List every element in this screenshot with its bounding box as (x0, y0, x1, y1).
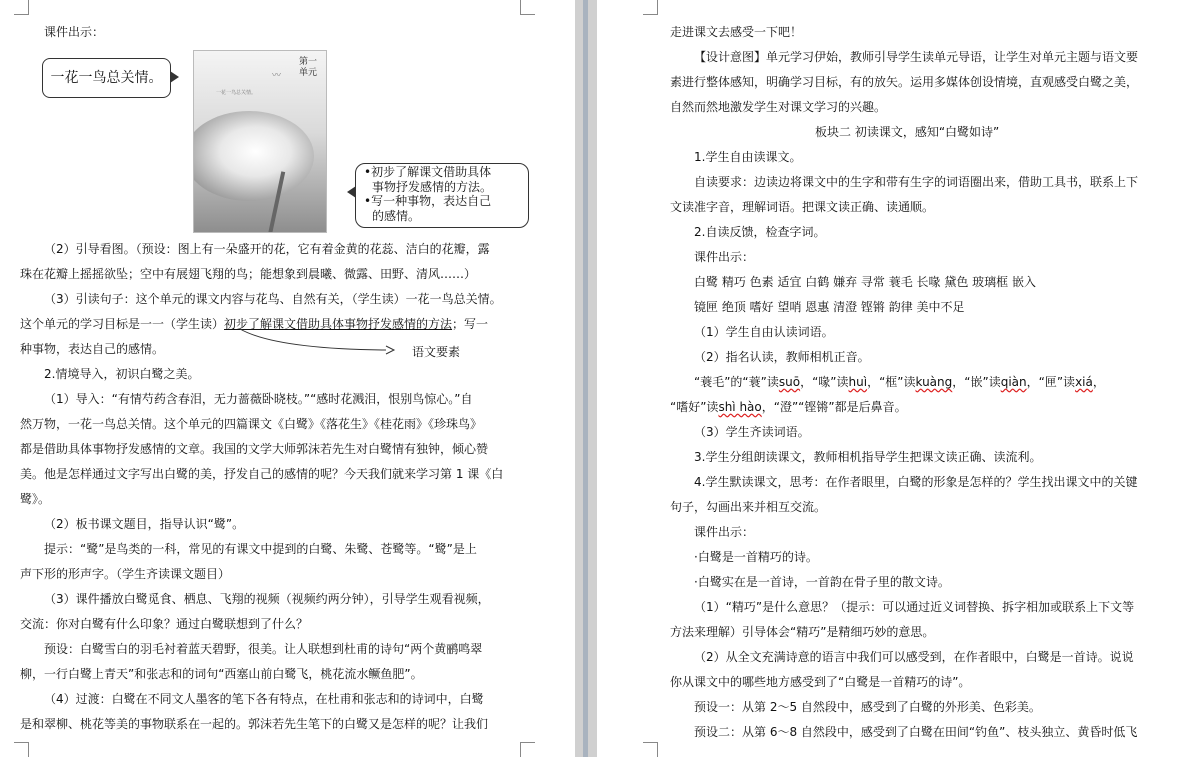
vocab-row: 白鹭 精巧 色素 适宜 白鹤 嫌弃 寻常 蓑毛 长喙 黛色 玻璃框 嵌入 (694, 275, 1036, 289)
text-line: 自然而然地激发学生对课文学习的兴趣。 (670, 100, 887, 114)
text-line: 是和翠柳、桃花等美的事物联系在一起的。郭沫若先生笔下的白鹭又是怎样的呢？让我们 (20, 717, 489, 731)
text-line: 你从课文中的哪些地方感受到了“白鹭是一首精巧的诗”。 (670, 675, 971, 689)
text-span: ， (1092, 375, 1105, 389)
gutter-bar (583, 0, 588, 757)
text-line: 珠在花瓣上摇摇欲坠；空中有展翅飞翔的鸟；能想象到晨曦、微露、田野、清风……） (20, 267, 477, 281)
text-span: ，“澄”“铿锵”都是后鼻音。 (761, 400, 907, 414)
bubble-line: •初步了解课文借助具体 (364, 165, 492, 179)
pinyin: qiàn (1000, 375, 1027, 389)
crop-mark (14, 742, 29, 757)
text-span: ，“嵌”读 (952, 375, 1001, 389)
speech-bubble-right (355, 163, 529, 228)
text-line: （2）从全文充满诗意的语言中我们可以感受到，在作者眼中，白鹭是一首诗。说说 (694, 650, 1134, 664)
text-line: （2）板书课文题目，指导认识“鹭”。 (44, 517, 245, 531)
text-line: 声下形的形声字。（学生齐读课文题目） (20, 567, 231, 581)
underlined-goal: 初步了解课文借助具体事物抒发感情的方法 (224, 317, 453, 331)
text-line: （3）学生齐读词语。 (694, 425, 810, 439)
text-line: 1.学生自由读课文。 (694, 150, 802, 164)
pronunciation-line (670, 399, 907, 415)
text-line: 然万物，一花一鸟总关情。这个单元的四篇课文《白鹭》《落花生》《桂花雨》《珍珠鸟》 (20, 417, 483, 431)
text-span: ，“匣”读 (1026, 375, 1076, 389)
text-span: “嗜好”读 (670, 400, 719, 414)
text-span: ，“喙”读 (800, 375, 849, 389)
bullet-item: ·白鹭实在是一首诗，一首韵在骨子里的散文诗。 (694, 575, 950, 589)
courseware-label: 课件出示： (44, 25, 105, 39)
text-line: 提示：“鹭”是鸟类的一科，常见的有课文中提到的白鹭、朱鹭、苍鹭等。“鹭”是上 (44, 542, 477, 556)
right-page (597, 0, 1187, 757)
bullet-item: ·白鹭是一首精巧的诗。 (694, 550, 818, 564)
text-line: 预设二：从第 6～8 自然段中，感受到了白鹭在田间“钓鱼”、枝头独立、黄昏时低飞 (694, 725, 1138, 739)
left-page (0, 0, 575, 757)
bubble-line: 事物抒发感情的方法。 (372, 179, 493, 194)
text-line: 方法来理解）引导体会“精巧”是精细巧妙的意思。 (670, 625, 935, 639)
text-line: 交流：你对白鹭有什么印象？通过白鹭联想到了什么？ (20, 617, 309, 631)
text-line: 预设：白鹭雪白的羽毛衬着蓝天碧野，很美。让人联想到杜甫的诗句“两个黄鹂鸣翠 (44, 642, 483, 656)
text-line: 3.学生分组朗读课文，教师相机指导学生把课文读正确、读流利。 (694, 450, 1042, 464)
text-line: 种事物，表达自己的感情。 (20, 342, 165, 356)
pronunciation-line (694, 374, 1105, 390)
text-line: （1）“精巧”是什么意思？（提示：可以通过近义词替换、拆字相加或联系上下文等 (694, 600, 1135, 614)
text-line: 都是借助具体事物抒发感情的文章。我国的文学大师郭沫若先生对白鹭情有独钟，倾心赞 (20, 442, 489, 456)
annotation-label: 语文要素 (412, 345, 461, 359)
bubble-line: •写一种事物，表达自己 (364, 194, 492, 208)
pinyin: huì (848, 375, 868, 389)
section-heading: 板块二 初读课文，感知“白鹭如诗” (815, 125, 1000, 139)
unit-badge: 第一单元 (298, 57, 317, 78)
text-line: （3）引读句子：这个单元的课文内容与花鸟、自然有关，（学生读）一花一鸟总关情。 (44, 292, 502, 306)
text-line: 文读准字音，理解词语。把课文读正确、读通顺。 (670, 200, 935, 214)
cover-caption: 一花一鸟总关情。 (216, 90, 257, 96)
text-line: 走进课文去感受一下吧！ (670, 25, 803, 39)
text-line: 自读要求：边读边将课文中的生字和带有生字的词语圈出来，借助工具书，联系上下 (694, 175, 1139, 189)
text-line: 课件出示： (694, 250, 755, 264)
design-intent: 【设计意图】单元学习伊始，教师引导学生读单元导语，让学生对单元主题与语文要 (694, 50, 1139, 64)
vocab-row: 镜匣 绝顶 嗜好 望哨 恩惠 清澄 铿锵 韵律 美中不足 (694, 300, 965, 314)
text-line: （2）引导看图。（预设：图上有一朵盛开的花，它有着金黄的花蕊、洁白的花瓣，露 (44, 242, 490, 256)
text-line: 句子，勾画出来并相互交流。 (670, 500, 827, 514)
flower-icon (193, 111, 314, 201)
text-span: ；写一 (452, 317, 489, 331)
text-span: “蓑毛”的“蓑”读 (694, 375, 779, 389)
text-span: ，“框”读 (867, 375, 916, 389)
bubble-line: 的感情。 (372, 208, 421, 223)
text-line: 预设一：从第 2～5 自然段中，感受到了白鹭的外形美、色彩美。 (694, 700, 1041, 714)
text-line: 素进行整体感知，明确学习目标，有的放矢。运用多媒体创设情境，直观感受白鹭之美， (670, 75, 1139, 89)
text-line: （2）指名认读，教师相机正音。 (694, 350, 870, 364)
pinyin: xiá (1075, 375, 1093, 389)
bird-icon: 〰 (272, 71, 282, 81)
crop-mark (520, 0, 535, 15)
text-line: （4）过渡：白鹭在不同文人墨客的笔下各有特点，在杜甫和张志和的诗词中，白鹭 (44, 692, 484, 706)
page-gutter (575, 0, 597, 757)
text-line: 4.学生默读课文，思考：在作者眼里，白鹭的形象是怎样的？学生找出课文中的关键 (694, 475, 1138, 489)
crop-mark (643, 742, 658, 757)
crop-mark (520, 742, 535, 757)
text-line: 课件出示： (694, 525, 755, 539)
text-span: 这个单元的学习目标是一一（学生读） (20, 317, 225, 331)
text-line: 美。他是怎样通过文字写出白鹭的美，抒发自己的感情的呢？今天我们就来学习第 1 课《白 (20, 467, 504, 481)
text-line: 柳，一行白鹭上青天”和张志和的词句“西塞山前白鹭飞，桃花流水鳜鱼肥”。 (20, 667, 423, 681)
text-line: 2.自读反馈，检查字词。 (694, 225, 826, 239)
text-line: 鹭》。 (20, 492, 51, 506)
text-line: （3）课件播放白鹭觅食、栖息、飞翔的视频（视频约两分钟），引导学生观看视频， (44, 592, 490, 606)
crop-mark (14, 0, 29, 15)
text-line: 2.情境导入，初识白鹭之美。 (44, 367, 200, 381)
pinyin: suō (778, 375, 801, 389)
speech-bubble-left: 一花一鸟总关情。 (42, 58, 171, 98)
unit-cover-image (193, 50, 327, 233)
text-line: （1）导入：“有情芍药含春泪，无力蔷薇卧晓枝。”“感时花溅泪，恨别鸟惊心。”自 (44, 392, 473, 406)
annotation-arrow (236, 327, 416, 357)
pinyin: shì hào (718, 400, 762, 414)
text-line: （1）学生自由认读词语。 (694, 325, 834, 339)
pinyin: kuàng (915, 375, 953, 389)
crop-mark (643, 0, 658, 15)
